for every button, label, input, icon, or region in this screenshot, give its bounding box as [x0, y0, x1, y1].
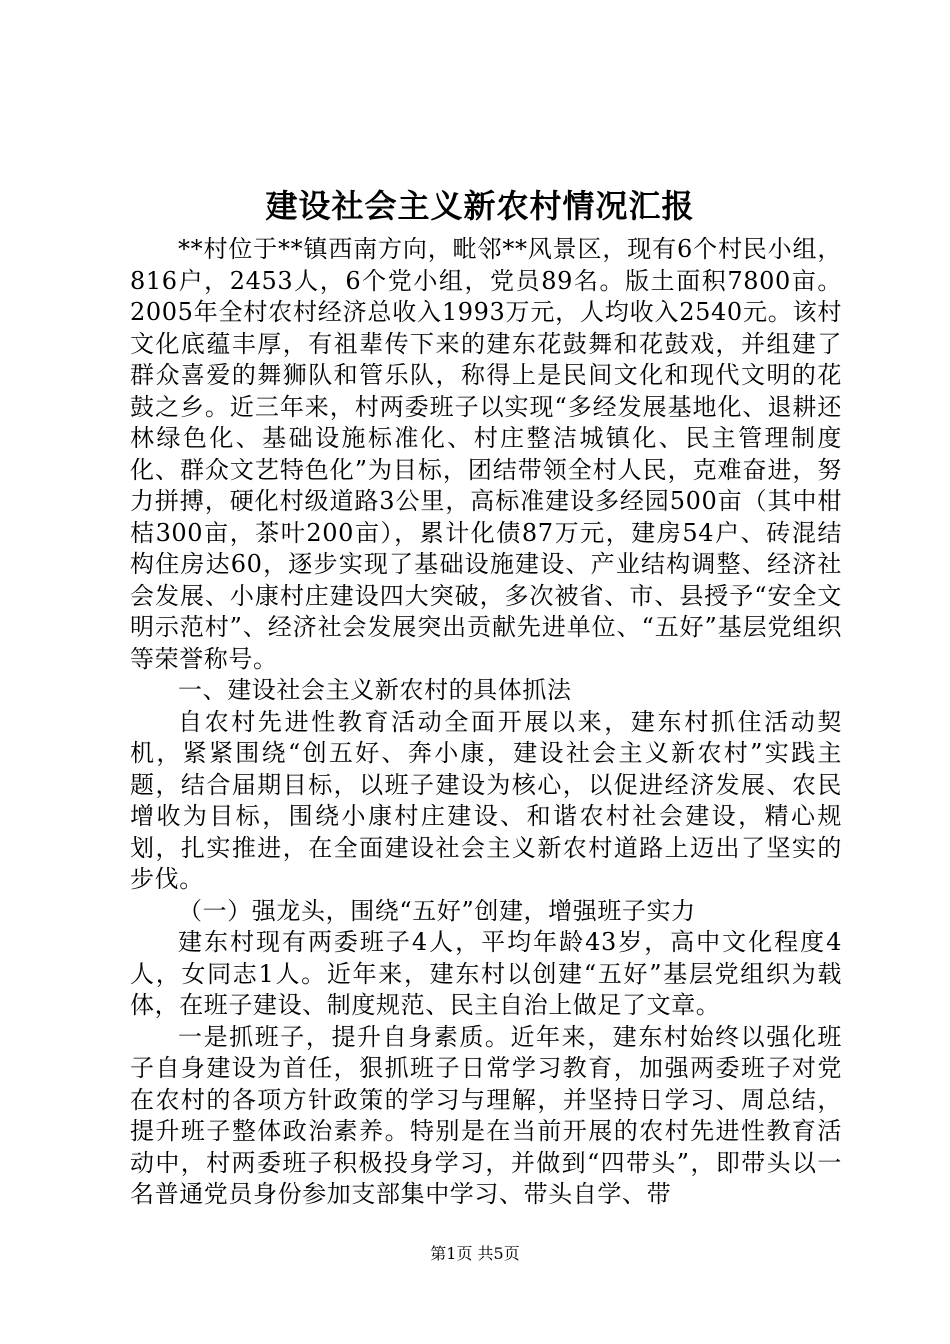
- document-title: 建设社会主义新农村情况汇报: [265, 187, 695, 225]
- section-heading-1: 一、建设社会主义新农村的具体抓法: [178, 676, 572, 704]
- paragraph-subsection-1: 建东村现有两委班子4人，平均年龄43岁，高中文化程度4人，女同志1人。近年来，建东村以创建“五好”基层党组织为载体，在班子建设、制度规范、民主自治上做足了文章。: [130, 928, 842, 1019]
- page-footer: 第1页 共5页: [430, 1244, 520, 1263]
- paragraph-intro: **村位于**镇西南方向，毗邻**风景区，现有6个村民小组，816户，2453人，6个党小组，党员89名。版土面积7800亩。2005年全村农村经济总收入1993万元，人均收入2540元。该村文化底蕴丰厚，有祖辈传下来的建东花鼓舞和花鼓戏，并组建了群众喜爱的舞狮队和管乐队，称得上是民间文化和现代文明的花鼓之乡。近三年来，村两委班子以实现“多经发展基地化、退耕还林绿色化、基础设施标准化、村庄整洁城镇化、民主管理制度化、群众文艺特色化”为目标，团结带领全村人民，克难奋进，努力拼搏，硬化村级道路3公里，高标准建设多经园500亩（其中柑桔300亩，茶叶200亩），累计化债87万元，建房54户、砖混结构住房达60，逐步实现了基础设施建设、产业结构调整、经济社会发展、小康村庄建设四大突破，多次被省、市、县授予“安全文明示范村”、经济社会发展突出贡献先进单位、“五好”基层党组织等荣誉称号。: [130, 235, 842, 673]
- document-body: [130, 234, 842, 1211]
- paragraph-point-1: 一是抓班子，提升自身素质。近年来，建东村始终以强化班子自身建设为首任，狠抓班子日常学习教育，加强两委班子对党在农村的各项方针政策的学习与理解，并坚持日学习、周总结，提升班子整体政治素养。特别是在当前开展的农村先进性教育活动中，村两委班子积极投身学习，并做到“四带头”，即带头以一名普通党员身份参加支部集中学习、带头自学、带: [130, 1022, 842, 1208]
- paragraph-section-1: 自农村先进性教育活动全面开展以来，建东村抓住活动契机，紧紧围绕“创五好、奔小康，建设社会主义新农村”实践主题，结合届期目标，以班子建设为核心，以促进经济发展、农民增收为目标，围绕小康村庄建设、和谐农村社会建设，精心规划，扎实推进，在全面建设社会主义新农村道路上迈出了坚实的步伐。: [130, 707, 842, 893]
- subsection-heading-1: （一）强龙头，围绕“五好”创建，增强班子实力: [178, 896, 696, 925]
